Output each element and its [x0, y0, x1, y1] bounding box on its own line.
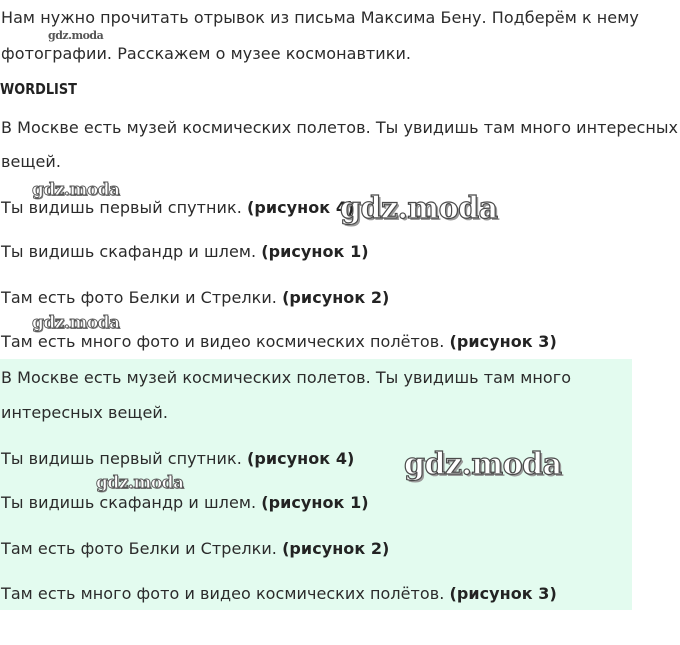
- answer-line-1: В Москве есть музей космических полетов. Ты увидишь там много: [1, 368, 572, 387]
- wordlist-heading: WORDLIST: [0, 80, 77, 98]
- passage-item-ref: (рисунок 1): [261, 242, 369, 261]
- intro-line-1: Нам нужно прочитать отрывок из письма Максима Бену. Подберём к нему: [1, 8, 639, 27]
- answer-item-ref: (рисунок 1): [261, 493, 369, 512]
- answer-item-ref: (рисунок 3): [449, 584, 557, 603]
- watermark-logo: gdz.moda: [340, 191, 498, 226]
- watermark-logo: gdz.moda: [48, 29, 104, 42]
- passage-item-3: [1, 288, 389, 308]
- answer-line-2: интересных вещей.: [1, 403, 168, 422]
- watermark-logo: gdz.moda: [96, 473, 184, 493]
- passage-line-2: вещей.: [1, 152, 61, 171]
- watermark-logo: gdz.moda: [32, 313, 120, 333]
- intro-line-2: фотографии. Расскажем о музее космонавтики.: [1, 44, 412, 63]
- passage-item-ref: (рисунок 4): [247, 198, 355, 217]
- passage-item-1: [1, 198, 354, 218]
- answer-item-ref: (рисунок 4): [247, 449, 355, 468]
- answer-item-text: Ты видишь скафандр и шлем.: [1, 493, 262, 512]
- watermark-logo: gdz.moda: [404, 447, 562, 482]
- answer-item-2: [1, 493, 369, 513]
- answer-item-4: [1, 584, 557, 604]
- answer-block: [0, 359, 632, 610]
- answer-item-text: Ты видишь первый спутник.: [1, 449, 247, 468]
- answer-item-ref: (рисунок 2): [282, 539, 390, 558]
- watermark-logo: gdz.moda: [32, 180, 120, 200]
- passage-item-4: [1, 332, 557, 352]
- passage-item-ref: (рисунок 3): [449, 332, 557, 351]
- passage-item-text: Ты видишь скафандр и шлем.: [1, 242, 262, 261]
- passage-item-text: Там есть много фото и видео космических полётов.: [1, 332, 450, 351]
- passage-item-text: Там есть фото Белки и Стрелки.: [1, 288, 283, 307]
- answer-item-1: [1, 449, 354, 469]
- answer-item-text: Там есть фото Белки и Стрелки.: [1, 539, 283, 558]
- passage-item-text: Ты видишь первый спутник.: [1, 198, 247, 217]
- passage-item-ref: (рисунок 2): [282, 288, 390, 307]
- passage-line-1: В Москве есть музей космических полетов. Ты увидишь там много интересных: [1, 118, 679, 137]
- passage-item-2: [1, 242, 369, 262]
- answer-item-text: Там есть много фото и видео космических полётов.: [1, 584, 450, 603]
- answer-item-3: [1, 539, 389, 559]
